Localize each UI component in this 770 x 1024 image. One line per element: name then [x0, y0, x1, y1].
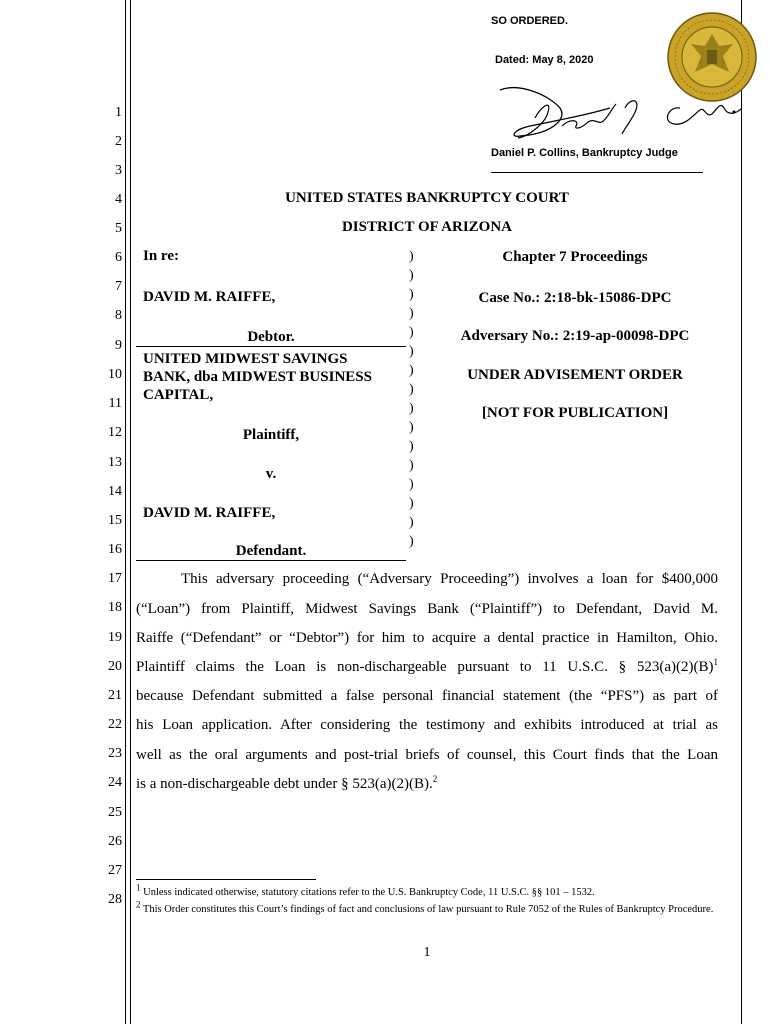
- body-line: is a non-dischargeable debt under § 523(a)(2)(B).$^2$: [136, 774, 438, 792]
- line-number: 16: [108, 542, 122, 557]
- line-number: 21: [108, 688, 122, 703]
- caption-paren: ): [409, 439, 414, 454]
- line-number: 1: [115, 105, 122, 120]
- line-number: 7: [115, 279, 122, 294]
- caption-paren: ): [409, 306, 414, 321]
- body-line: his Loan application. After considering the testimony and exhibits introduced at trial as: [136, 717, 718, 733]
- line-number: 17: [108, 571, 122, 586]
- line-number: 11: [108, 396, 122, 411]
- body-line: (“Loan”) from Plaintiff, Midwest Savings Bank (“Plaintiff”) to Defendant, David M.: [136, 601, 718, 617]
- footnote-separator: [136, 879, 316, 880]
- caption-paren: ): [409, 534, 414, 549]
- court-name: UNITED STATES BANKRUPTCY COURT: [285, 190, 569, 206]
- line-number: 12: [108, 425, 122, 440]
- plaintiff-name-line-3: CAPITAL,: [143, 387, 214, 403]
- line-number: 27: [108, 863, 122, 878]
- line-number: 28: [108, 892, 122, 907]
- footnote-ref-1[interactable]: 1: [713, 657, 718, 667]
- chapter-label: Chapter 7 Proceedings: [502, 249, 648, 265]
- in-re-label: In re:: [143, 248, 179, 264]
- adversary-number: Adversary No.: 2:19-ap-00098-DPC: [460, 328, 690, 344]
- plaintiff-role: Plaintiff,: [242, 427, 300, 443]
- order-title: UNDER ADVISEMENT ORDER: [467, 367, 683, 383]
- publication-status: [NOT FOR PUBLICATION]: [481, 405, 669, 421]
- caption-paren: ): [409, 287, 414, 302]
- caption-paren: ): [409, 420, 414, 435]
- case-number: Case No.: 2:18-bk-15086-DPC: [478, 290, 672, 306]
- footnote-2: $^2$ This Order constitutes this Court’s findings of fact and conclusions of law pursuant to Rule 7052 of the Rules of Bankruptcy Procedure.: [136, 899, 714, 915]
- caption-paren: ): [409, 496, 414, 511]
- judge-name-label: Daniel P. Collins, Bankruptcy Judge: [491, 147, 678, 159]
- body-line: Raiffe (“Defendant” or “Debtor”) for him to acquire a dental practice in Hamilton, Ohio.: [136, 630, 718, 646]
- line-number: 5: [115, 221, 122, 236]
- line-number: 15: [108, 513, 122, 528]
- line-number: 8: [115, 308, 122, 323]
- line-number: 2: [115, 134, 122, 149]
- body-line: This adversary proceeding (“Adversary Proceeding”) involves a loan for $400,000: [181, 571, 718, 587]
- line-number: 19: [108, 630, 122, 645]
- judge-signature-rule: [491, 172, 703, 173]
- left-margin-rule-1: [125, 0, 126, 1024]
- right-margin-rule: [741, 0, 742, 1024]
- caption-paren: ): [409, 325, 414, 340]
- footnote-ref-2[interactable]: 2: [432, 774, 438, 784]
- line-number: 4: [115, 192, 122, 207]
- line-number: 26: [108, 834, 122, 849]
- line-number: 9: [115, 338, 122, 353]
- line-number: 24: [108, 775, 122, 790]
- caption-paren: ): [409, 382, 414, 397]
- line-number: 23: [108, 746, 122, 761]
- debtor-divider: [136, 346, 406, 347]
- plaintiff-name-line-1: UNITED MIDWEST SAVINGS: [143, 351, 348, 367]
- plaintiff-name-line-2: BANK, dba MIDWEST BUSINESS: [143, 369, 372, 385]
- body-line: because Defendant submitted a false personal financial statement (the “PFS”) as part of: [136, 688, 718, 704]
- caption-paren: ): [409, 401, 414, 416]
- dated-label: Dated: May 8, 2020: [495, 54, 594, 66]
- line-number: 25: [108, 805, 122, 820]
- so-ordered-label: SO ORDERED.: [491, 15, 569, 27]
- caption-paren: ): [409, 363, 414, 378]
- caption-paren: ): [409, 515, 414, 530]
- caption-paren: ): [409, 458, 414, 473]
- court-seal: [667, 12, 757, 102]
- footnote-1: $^1$ Unless indicated otherwise, statutory citations refer to the U.S. Bankruptcy Code, 11 U.S.C. §§ 101 – 1532.: [136, 882, 595, 898]
- line-number: 22: [108, 717, 122, 732]
- line-number: 13: [108, 455, 122, 470]
- court-district: DISTRICT OF ARIZONA: [341, 219, 513, 235]
- line-number: 18: [108, 600, 122, 615]
- left-margin-rule-2: [130, 0, 131, 1024]
- line-number: 10: [108, 367, 122, 382]
- debtor-role: Debtor.: [247, 329, 295, 345]
- defendant-name: DAVID M. RAIFFE,: [143, 505, 276, 521]
- caption-paren: ): [409, 249, 414, 264]
- caption-paren: ): [409, 268, 414, 283]
- defendant-divider: [136, 560, 406, 561]
- line-number: 3: [115, 163, 122, 178]
- body-line: Plaintiff claims the Loan is non-dischargeable pursuant to 11 U.S.C. § $523(a)(2)(B)^1$: [136, 657, 718, 675]
- line-number: 20: [108, 659, 122, 674]
- line-number: 14: [108, 484, 122, 499]
- body-line: well as the oral arguments and post-trial briefs of counsel, this Court finds that the Loan: [136, 747, 718, 763]
- debtor-name: DAVID M. RAIFFE,: [143, 289, 276, 305]
- versus-label: v.: [265, 466, 277, 482]
- caption-paren: ): [409, 344, 414, 359]
- line-number: 6: [115, 250, 122, 265]
- page-number: 1: [423, 945, 431, 960]
- caption-paren: ): [409, 477, 414, 492]
- defendant-role: Defendant.: [235, 543, 307, 559]
